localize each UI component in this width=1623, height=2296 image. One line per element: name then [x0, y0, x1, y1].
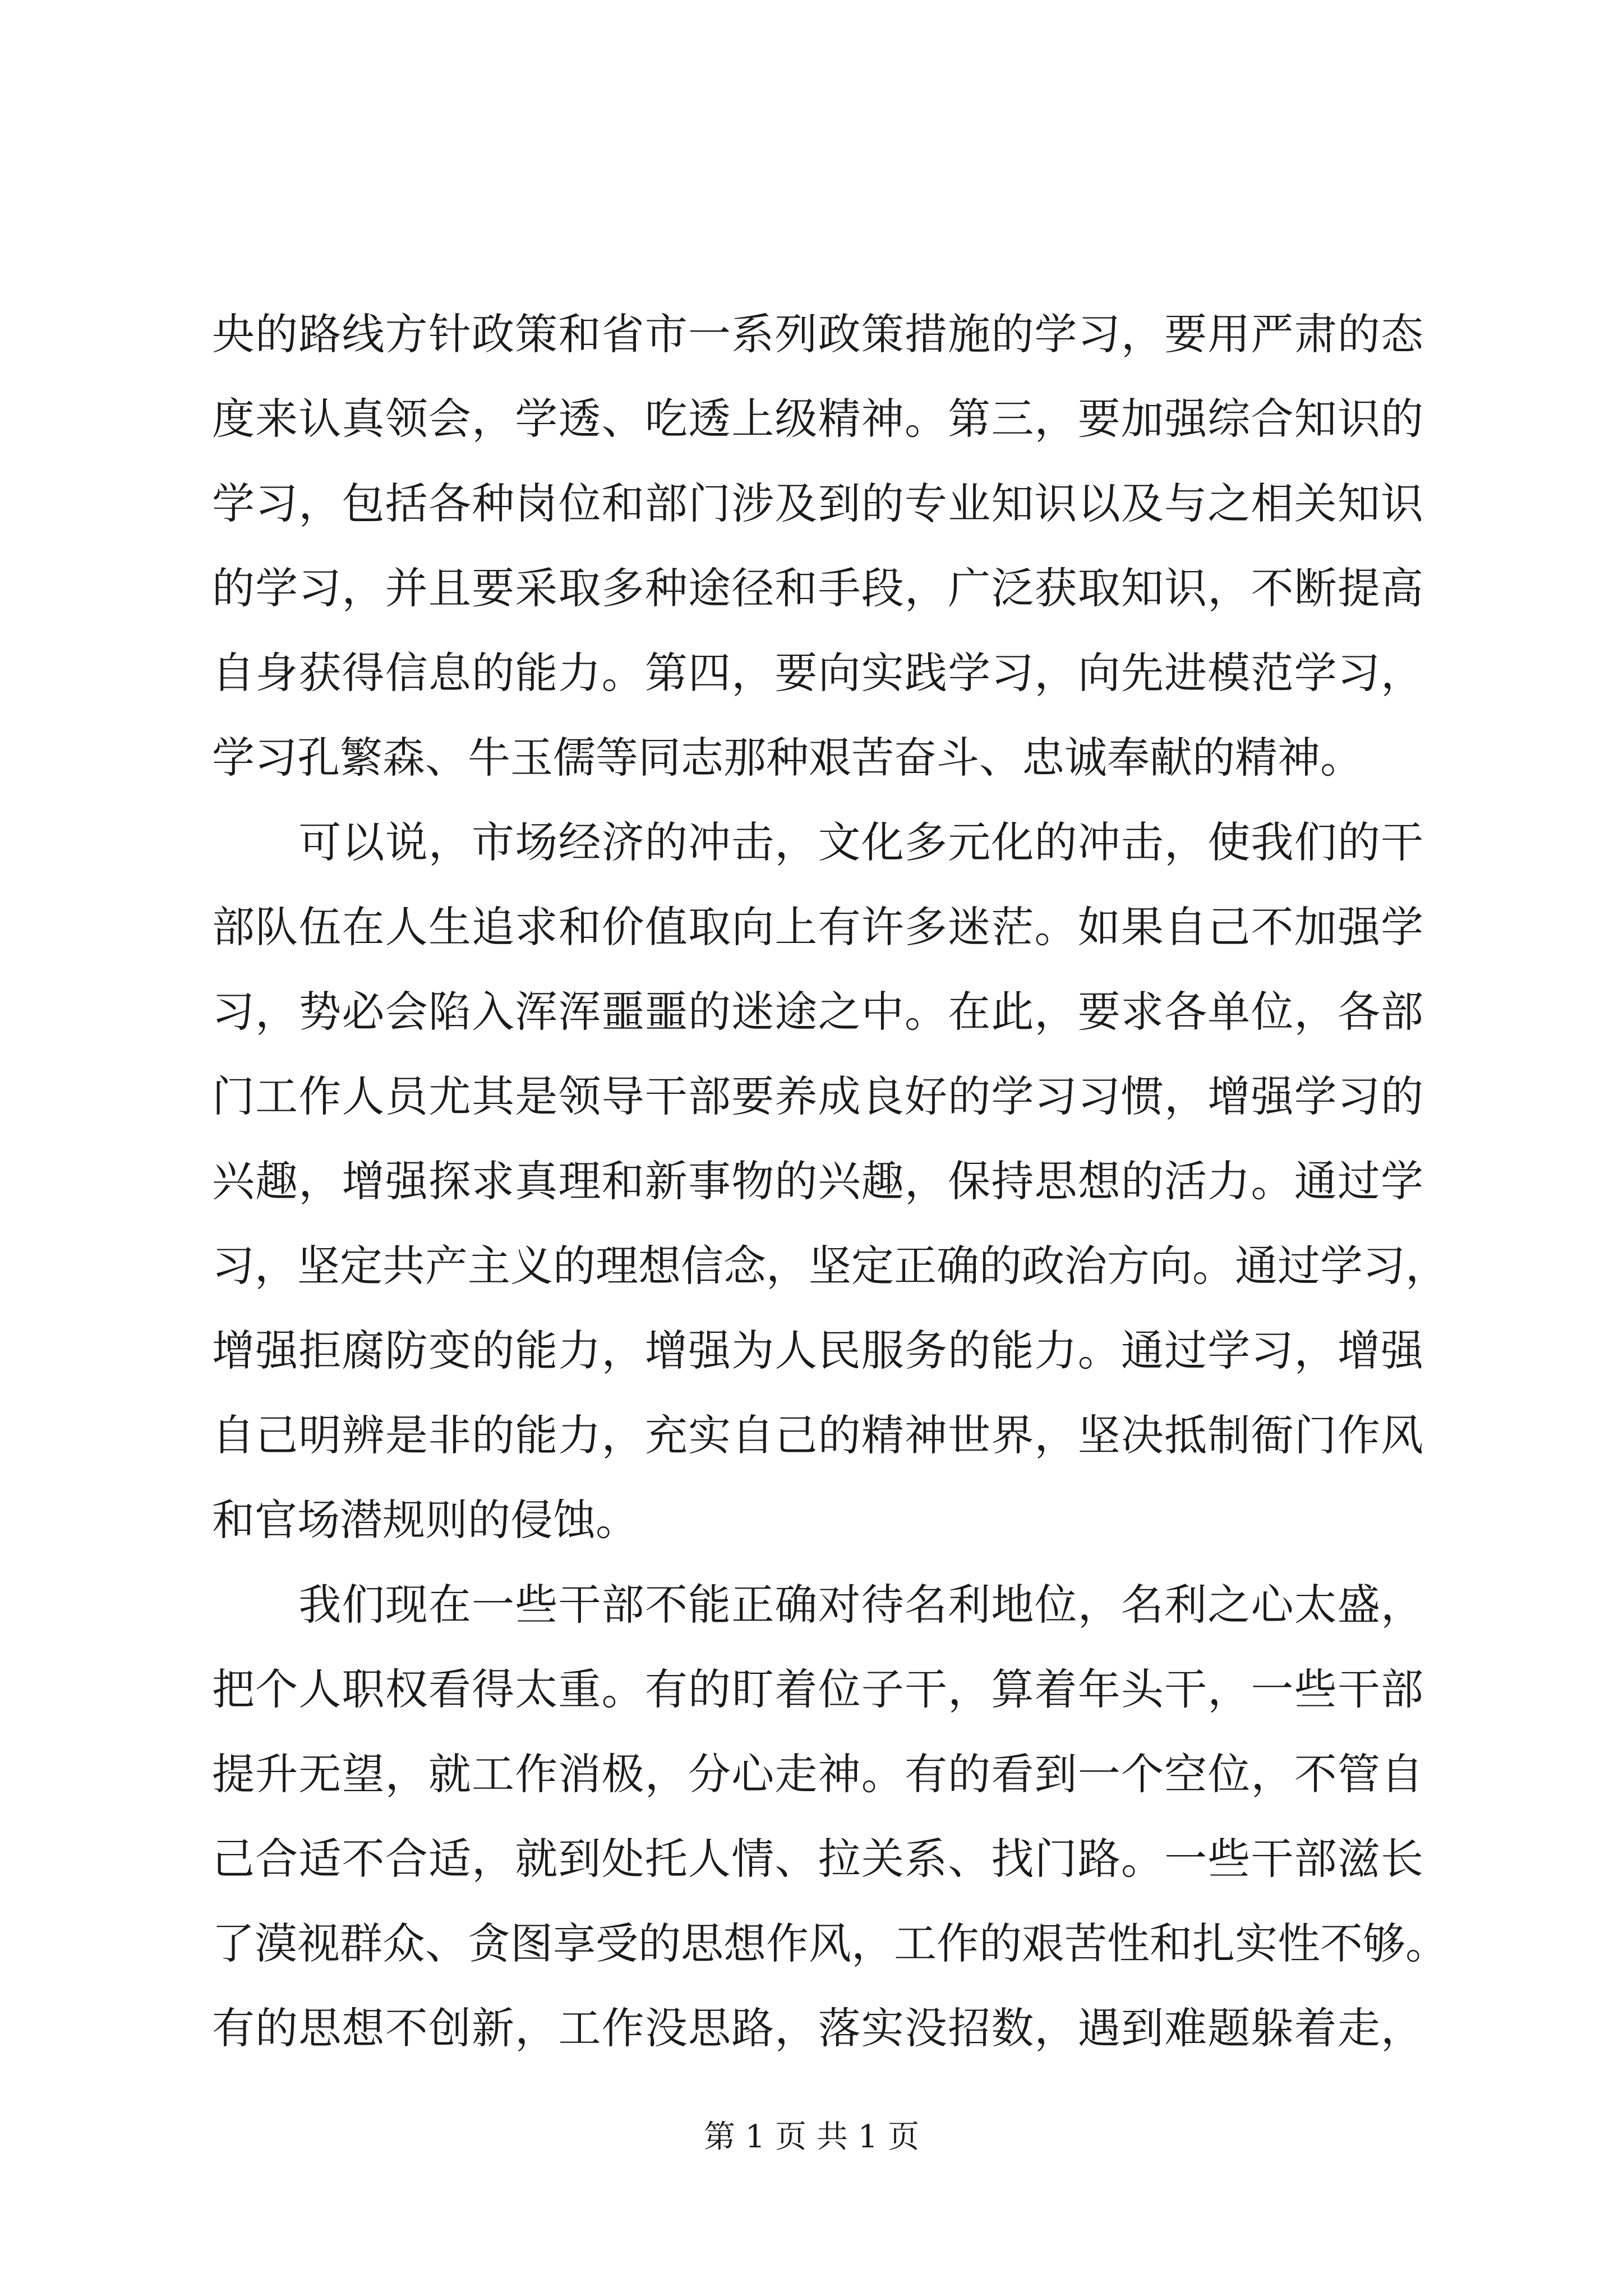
text-line: 我们现在一些干部不能正确对待名利地位，名利之心太盛， [212, 1580, 1423, 1630]
text-line: 增强拒腐防变的能力，增强为人民服务的能力。通过学习，增强 [212, 1326, 1423, 1375]
text-line: 门工作人员尤其是领导干部要养成良好的学习习惯，增强学习的 [212, 1071, 1423, 1121]
page-footer: 第 1 页 共 1 页 [703, 2119, 920, 2155]
text-line: 自己明辨是非的能力，充实自己的精神世界，坚决抵制衙门作风 [212, 1410, 1423, 1460]
text-line: 央的路线方针政策和省市一系列政策措施的学习，要用严肃的态 [212, 309, 1423, 359]
text-line: 部队伍在人生追求和价值取向上有许多迷茫。如果自己不加强学 [212, 902, 1423, 952]
text-line: 学习孔繁森、牛玉儒等同志那种艰苦奋斗、忠诚奉献的精神。 [212, 733, 1363, 783]
text-line: 和官场潜规则的侵蚀。 [212, 1495, 638, 1545]
text-line: 的学习，并且要采取多种途径和手段，广泛获取知识，不断提高 [212, 563, 1423, 613]
text-line: 己合适不合适，就到处托人情、拉关系、找门路。一些干部滋长 [212, 1834, 1423, 1884]
body-text [212, 292, 1448, 2070]
text-line: 了漠视群众、贪图享受的思想作风，工作的艰苦性和扎实性不够。 [212, 1918, 1448, 1968]
text-line: 把个人职权看得太重。有的盯着位子干，算着年头干，一些干部 [212, 1664, 1423, 1714]
text-line: 提升无望，就工作消极，分心走神。有的看到一个空位，不管自 [212, 1749, 1423, 1799]
text-line: 自身获得信息的能力。第四，要向实践学习，向先进模范学习， [212, 648, 1423, 698]
text-line: 有的思想不创新，工作没思路，落实没招数，遇到难题躲着走， [212, 2003, 1423, 2053]
text-line: 兴趣，增强探求真理和新事物的兴趣，保持思想的活力。通过学 [212, 1156, 1423, 1206]
text-line: 可以说，市场经济的冲击，文化多元化的冲击，使我们的干 [212, 817, 1423, 867]
text-line: 习，势必会陷入浑浑噩噩的迷途之中。在此，要求各单位，各部 [212, 987, 1423, 1037]
text-line: 学习，包括各种岗位和部门涉及到的专业知识以及与之相关知识 [212, 478, 1423, 528]
text-line: 度来认真领会，学透、吃透上级精神。第三，要加强综合知识的 [212, 394, 1423, 444]
text-line: 习，坚定共产主义的理想信念，坚定正确的政治方向。通过学习， [212, 1241, 1448, 1291]
